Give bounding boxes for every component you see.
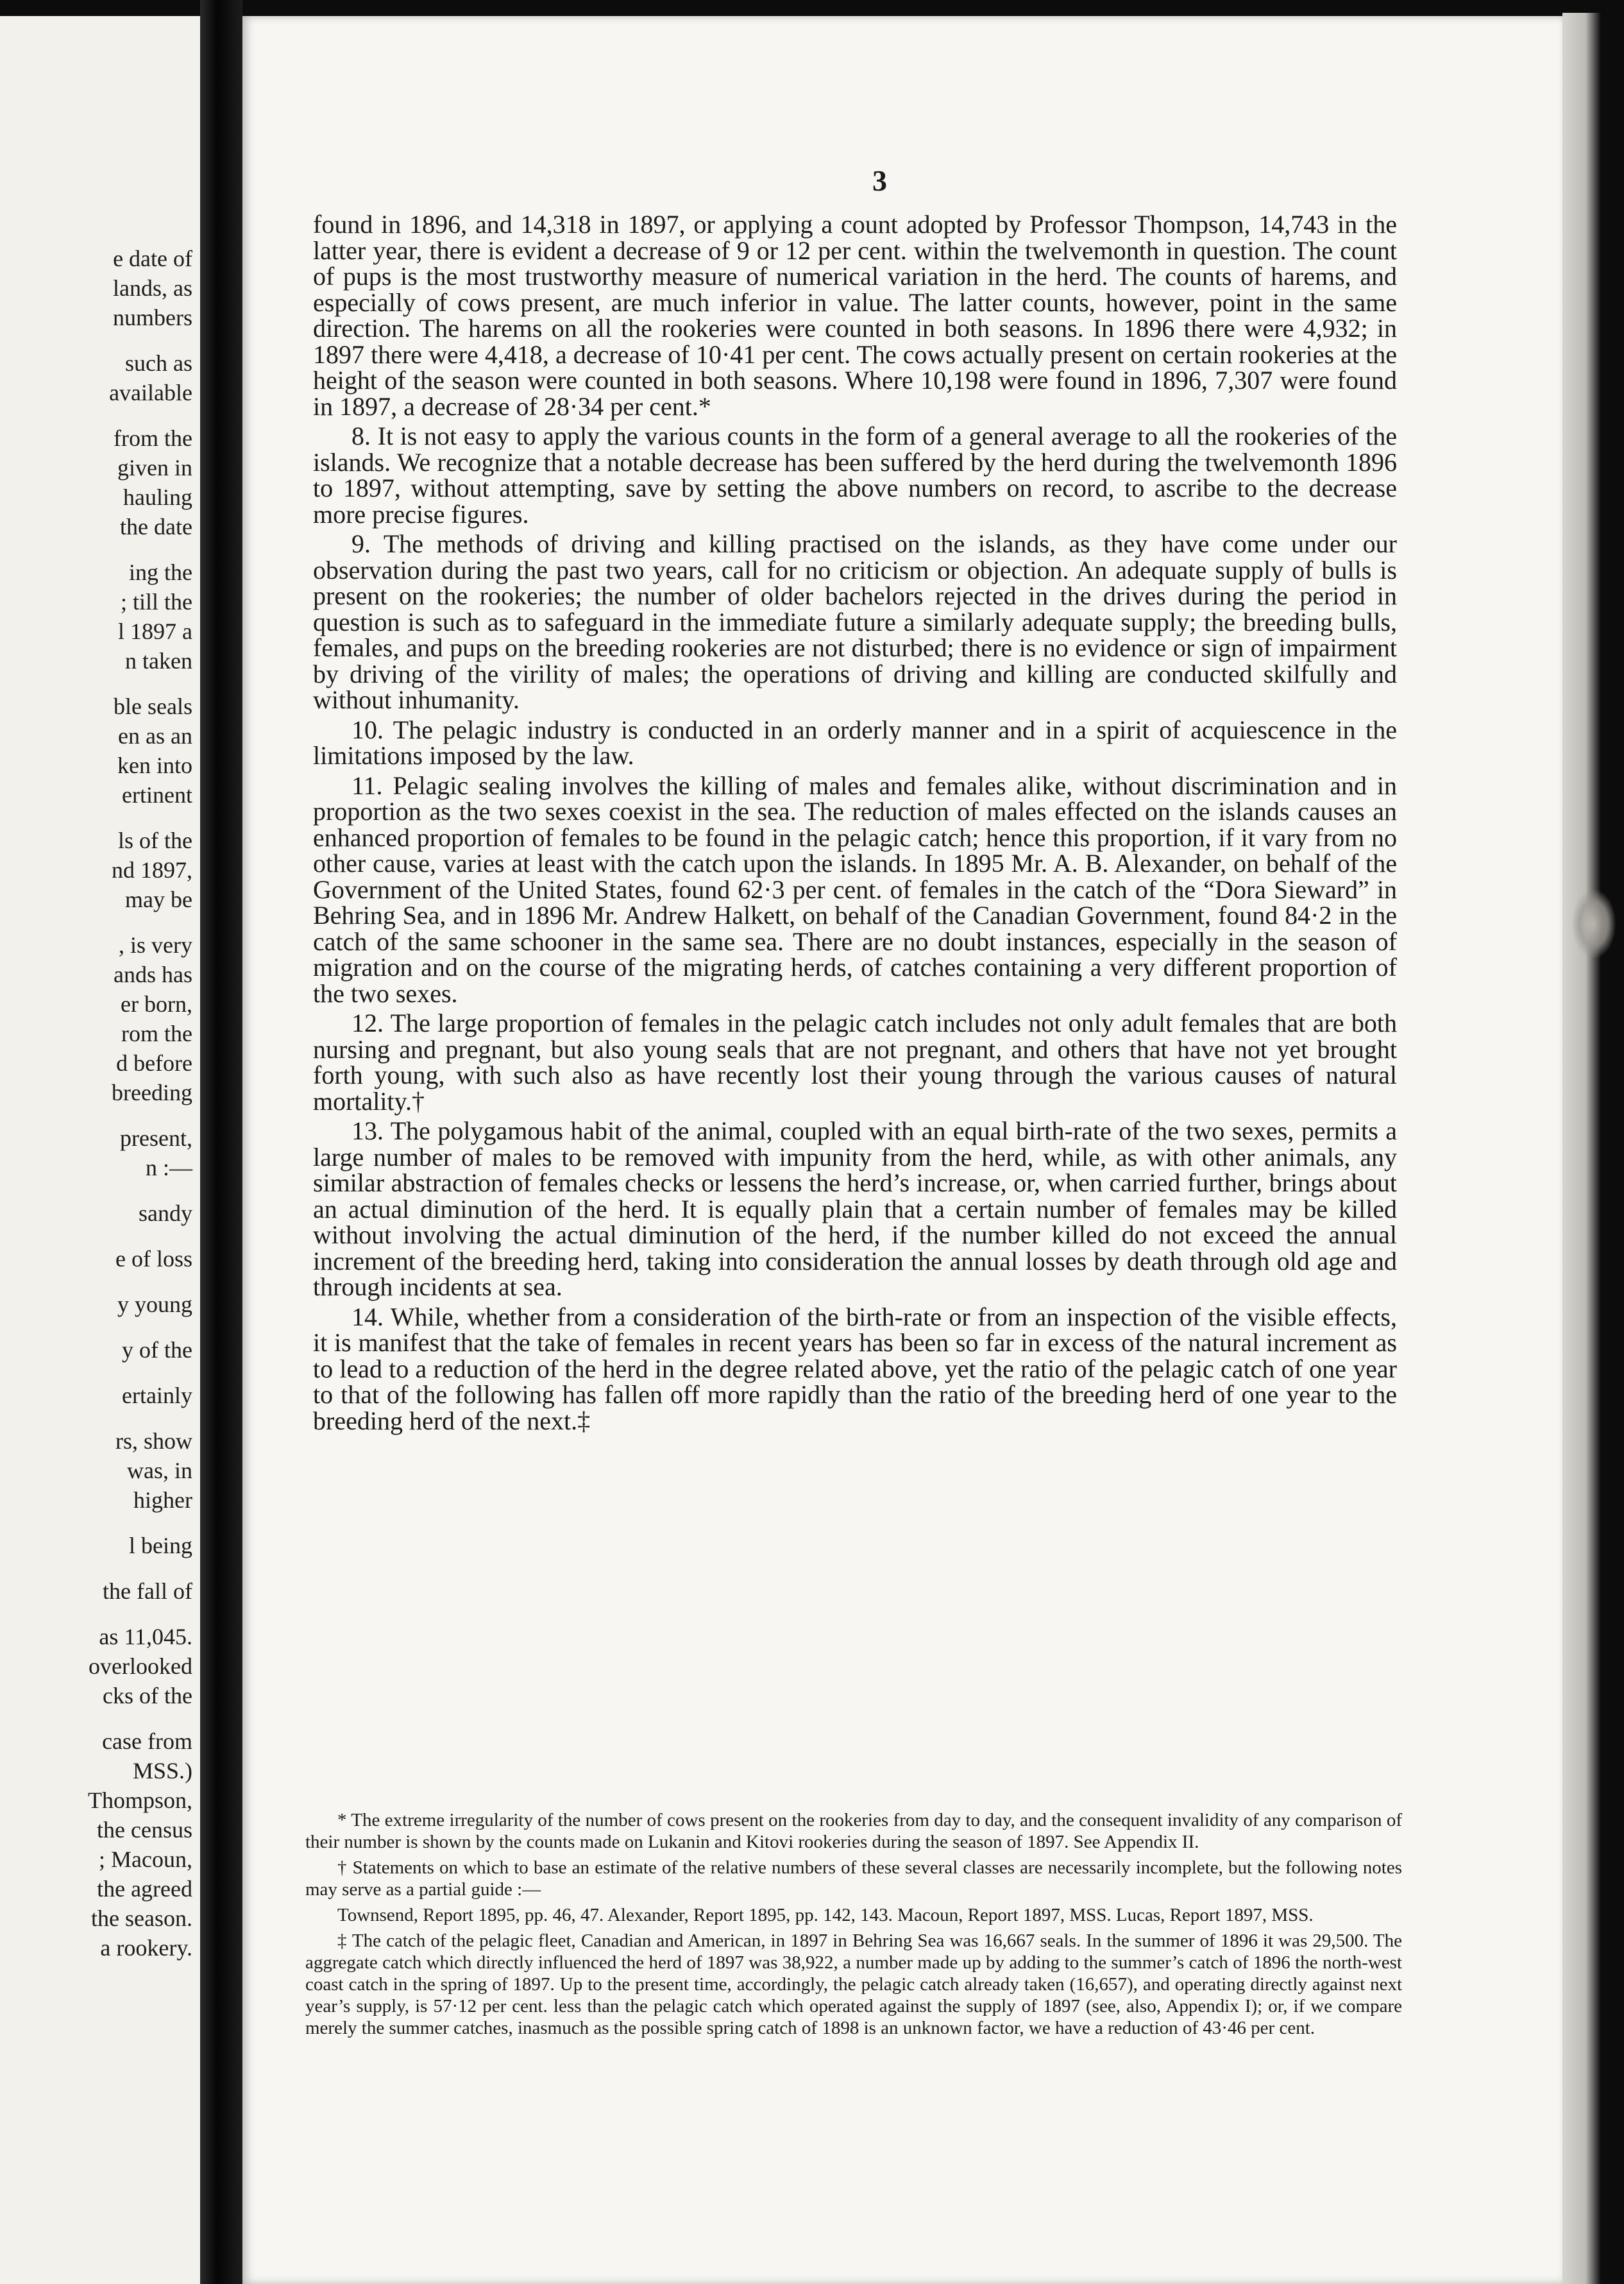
previous-page-line: l being [129,1533,192,1558]
previous-page-line: was, in [127,1458,192,1483]
paper-blemish [1571,889,1616,959]
previous-page-line: overlooked [89,1653,192,1679]
previous-page-line: ; till the [121,589,192,615]
footnotes [305,1809,1402,2043]
previous-page-line: MSS.) [132,1758,192,1784]
page-number: 3 [872,164,887,197]
previous-page-line: e of loss [115,1246,192,1272]
previous-page-line: y of the [122,1337,192,1363]
previous-page-line: the date [120,514,192,540]
previous-page-line: ertinent [122,782,192,808]
previous-page-fragment [0,16,200,2284]
paragraph-13: 13. The polygamous habit of the animal, coupled with an equal birth-rate of the two sexes, permits a large number of males to be removed with impunity from the herd, while, as with other animals, any similar abstraction of females checks or lessens the herd’s increase, or, when carried further, brings about an actual diminution of the herd. It is equally plain that a certain number of females may be killed without involving the actual diminution of the herd, if the number killed do not exceed the annual increment of the breeding herd, taking into consideration the annual losses by death through old age and through incidents at sea. [313,1116,1397,1301]
paragraph-11: 11. Pelagic sealing involves the killing of males and females alike, without discrimination and in proportion as the two sexes coexist in the sea. The reduction of males effected on the islands causes an enhanced proportion of females to be found in the pelagic catch; hence this proportion, if it vary from no other cause, varies at least with the catch upon the islands. In 1895 Mr. A. B. Alexander, on behalf of the Government of the United States, found 62·3 per cent. of females in the catch of the “Dora Sieward” in Behring Sea, and in 1896 Mr. Andrew Halkett, on behalf of the Canadian Government, found 84·2 in the catch of the same schooner in the same sea. There are no doubt instances, especially in the season of migration and on the course of the migrating herds, of catches containing a very different proportion of the two sexes. [313,771,1397,1008]
page-edge [1562,13,1601,2284]
previous-page-line: ing the [129,559,192,585]
previous-page-line: may be [125,887,192,912]
paragraph-10: 10. The pelagic industry is conducted in an orderly manner and in a spirit of acquiescence in the limitations imposed by the law. [313,715,1397,770]
paragraph-8: 8. It is not easy to apply the various counts in the form of a general average to all the rookeries of the islands. We recognize that a notable decrease has been suffered by the herd during the twelvemonth 1896 to 1897, without attempting, save by setting the above numbers on record, to ascribe to the decrease more precise figures. [313,422,1397,529]
previous-page-line: cks of the [103,1683,192,1709]
previous-page-line: y young [117,1291,192,1317]
previous-page-line: er born, [121,991,192,1017]
previous-page-line: ls of the [118,828,192,853]
previous-page-line: numbers [113,305,192,330]
previous-page-line: rs, show [115,1428,192,1454]
previous-page-line: a rookery. [100,1935,192,1961]
previous-page-line: lands, as [113,275,192,301]
previous-page-line: nd 1897, [112,857,192,883]
paragraph-12: 12. The large proportion of females in the pelagic catch includes not only adult females that are both nursing and pregnant, but also young seals that are not pregnant, and others that have not yet brought forth young, with such also as have recently lost their young through the various causes of natural mortality.† [313,1009,1397,1116]
previous-page-line: , is very [119,932,192,958]
previous-page-line: l 1897 a [118,618,192,644]
footnote-dagger-references: Townsend, Report 1895, pp. 46, 47. Alexander, Report 1895, pp. 142, 143. Macoun, Report 1897, MSS. Lucas, Report 1897, MSS. [337,1905,1314,1925]
previous-page-line: available [109,380,192,405]
previous-page-line: given in [117,455,192,481]
previous-page-line: from the [114,425,192,451]
previous-page-line: case from [102,1728,192,1754]
paragraph-14: 14. While, whether from a consideration of the birth-rate or from an inspection of the visible effects, it is manifest that the take of females in recent years has been so far in excess of the natural increment as to lead to a reduction of the herd in the degree related above, yet the ratio of the pelagic catch of one year to that of the following has fallen off more rapidly than the ratio of the breeding herd of one year to the breeding herd of the next.‡ [313,1302,1397,1435]
footnote-asterisk: * The extreme irregularity of the number of cows present on the rookeries from day to day, and the consequent invalidity of any comparison of their number is shown by the counts made on Lukanin and Kitovi rookeries during the season of 1897. See Appendix II. [305,1810,1402,1852]
previous-page-line: as 11,045. [99,1624,192,1649]
previous-page-line: n :— [145,1155,192,1180]
previous-page-line: ertainly [122,1383,192,1408]
previous-page-line: ands has [114,962,192,987]
previous-page-line: ; Macoun, [99,1846,192,1872]
previous-page-line: Thompson, [87,1787,192,1813]
body-text [313,212,1397,1438]
previous-page-line: en as an [118,723,192,749]
previous-page-line: ken into [117,753,192,778]
previous-page-line: rom the [121,1021,192,1046]
previous-page-line: higher [133,1487,192,1513]
footnote-dagger: † Statements on which to base an estimate of the relative numbers of these several classes are necessarily incomplete, but the following notes may serve as a partial guide :— [305,1857,1402,1900]
previous-page-line: ble seals [114,694,192,719]
paragraph-9: 9. The methods of driving and killing practised on the islands, as they have come under our observation during the past two years, call for no criticism or objection. An adequate supply of bulls is present on the rookeries; the number of older bachelors rejected in the drives during the period in question is such as to safeguard in the immediate future a similarly adequate supply; the breeding bulls, females, and pups on the breeding rookeries are not disturbed; there is no evidence or sign of impairment by driving of the virility of males; the operations of driving and killing are conducted skilfully and without inhumanity. [313,529,1397,714]
previous-page-line: hauling [123,484,192,510]
previous-page-line: the agreed [97,1876,192,1902]
previous-page-line: d before [116,1050,192,1076]
previous-page-line: present, [120,1125,192,1151]
previous-page-line: e date of [113,246,192,271]
previous-page-line: n taken [125,648,192,674]
previous-page-line: sandy [139,1200,192,1226]
book-gutter [200,0,242,2284]
footnote-double-dagger: ‡ The catch of the pelagic fleet, Canadian and American, in 1897 in Behring Sea was 16,667 seals. In the summer of 1896 it was 29,500. The aggregate catch which directly influenced the herd of 1897 was 38,922, a number made up by adding to the summer’s catch of 1896 the north-west coast catch in the spring of 1897. Up to the present time, accordingly, the pelagic catch already taken (16,657), and operating directly against next year’s supply, is 57·12 per cent. less than the pelagic catch which operated against the supply of 1897 (see, also, Appendix I); or, if we compare merely the summer catches, inasmuch as the possible spring catch of 1898 is an unknown factor, we have a reduction of 43·46 per cent. [305,1930,1402,2038]
previous-page-line: the season. [91,1905,192,1931]
previous-page-line: such as [125,350,192,376]
paragraph-continuation: found in 1896, and 14,318 in 1897, or applying a count adopted by Professor Thompson, 14,743 in the latter year, there is evident a decrease of 9 or 12 per cent. within the twelvemonth in question. The count of pups is the most trustworthy measure of numerical variation in the herd. The counts of harems, and especially of cows present, are much inferior in value. The latter counts, however, point in the same direction. The harems on all the rookeries were counted in both seasons. In 1896 there were 4,932; in 1897 there were 4,418, a decrease of 10·41 per cent. The cows actually present on certain rookeries at the height of the season were counted in both seasons. Where 10,198 were found in 1896, 7,307 were found in 1897, a decrease of 28·34 per cent.* [313,210,1397,421]
previous-page-line: breeding [112,1080,192,1105]
previous-page-line: the census [97,1817,192,1843]
previous-page-line: the fall of [103,1578,192,1604]
